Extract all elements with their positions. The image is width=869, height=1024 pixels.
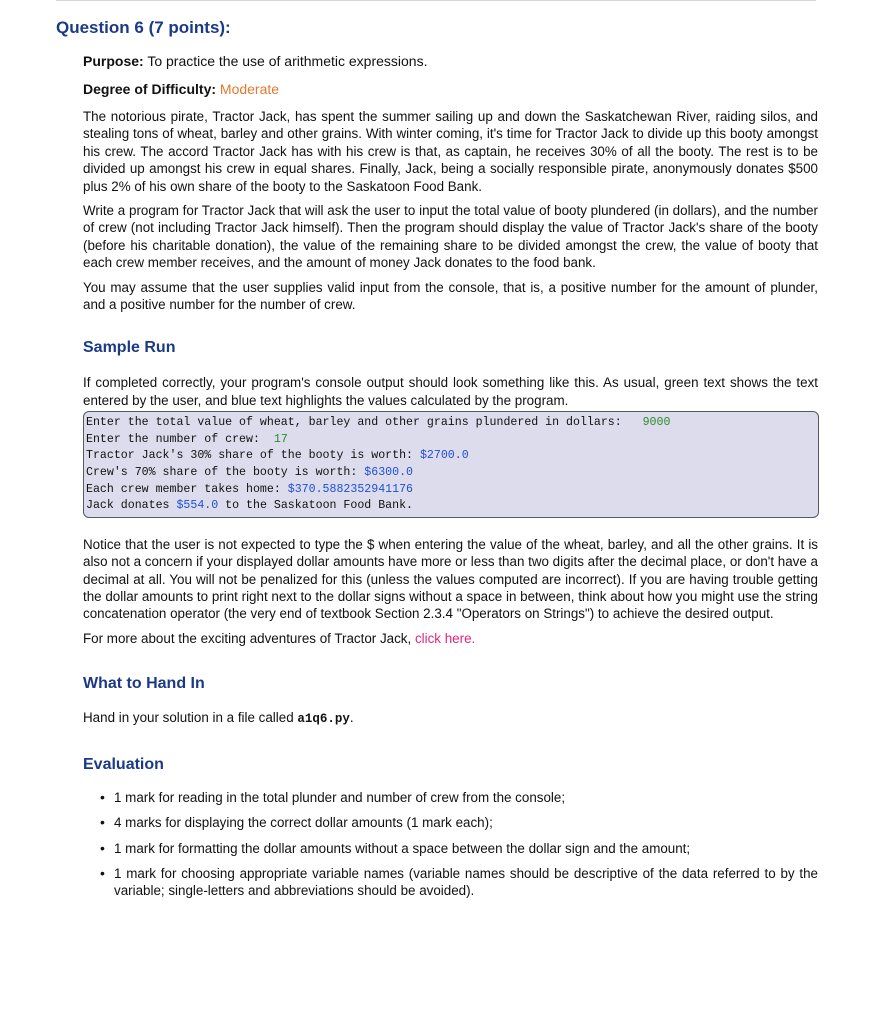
computed-value: $6300.0 — [364, 466, 413, 480]
assumption-paragraph: You may assume that the user supplies valid input from the console, that is, a positive number for the amount of plunder, and a positive number for the number of crew. — [83, 279, 818, 313]
console-line — [86, 448, 814, 465]
sample-run-heading: Sample Run — [83, 339, 176, 357]
computed-value: $2700.0 — [419, 449, 469, 463]
sample-run-intro: If completed correctly, your program's console output should look something like this. As usual, green text shows the text entered by the user, and blue text highlights the values calculated by the program. — [83, 375, 818, 408]
filename: a1q6.py — [297, 712, 350, 727]
question-title: Question 6 (7 points): — [56, 18, 231, 37]
console-prompt: Enter the number of crew: — [86, 432, 260, 446]
computed-value: $554.0 — [176, 499, 219, 513]
console-line — [86, 432, 814, 449]
console-output — [83, 411, 819, 518]
hand-in-text — [83, 709, 818, 728]
difficulty-value: Moderate — [219, 81, 280, 97]
list-item — [100, 839, 818, 857]
list-item — [100, 788, 818, 806]
evaluation-item-text: 1 mark for formatting the dollar amounts without a space between the dollar sign and the amount; — [114, 840, 691, 856]
evaluation-list — [83, 789, 818, 900]
more-info-text: For more about the exciting adventures of Tractor Jack, — [83, 630, 415, 646]
console-prompt: Enter the total value of wheat, barley and other grains plundered in dollars: — [86, 416, 622, 430]
evaluation-item-text: 1 mark for choosing appropriate variable names (variable names should be descriptive of the data referred to by the variable; single-letters and abbreviations should be avoided). — [114, 865, 818, 899]
notice-paragraph: Notice that the user is not expected to type the $ when entering the value of the wheat, barley, and all the other grains. It is also not a concern if your displayed dollar amounts have more or less than two digits after the decimal place, or don't have a decimal at all. You will not be penalized for this (unless the values computed are incorrect). If you are having trouble getting the dollar amounts to print right next to the dollar signs without a space in between, think about how you might use the string concatenation operator (the very end of textbook Section 2.3.4 "Operators on Strings") to achieve the desired output. — [83, 536, 818, 622]
console-text: to the Saskatoon Food Bank. — [218, 499, 414, 513]
question-body — [83, 52, 818, 908]
top-divider — [56, 0, 816, 1]
user-input: 17 — [273, 432, 288, 446]
purpose-line — [83, 52, 818, 70]
purpose-text: To practice the use of arithmetic expressions. — [147, 53, 428, 69]
list-item — [100, 864, 818, 900]
evaluation-heading: Evaluation — [83, 755, 164, 773]
bullet-icon: • — [100, 839, 105, 856]
evaluation-item-text: 4 marks for displaying the correct dollar amounts (1 mark each); — [114, 815, 493, 831]
user-input: 9000 — [642, 416, 671, 430]
console-text: Each crew member takes home: — [86, 482, 288, 496]
console-line — [86, 482, 814, 499]
click-here-link[interactable]: click here. — [414, 630, 476, 646]
bullet-icon: • — [100, 814, 105, 831]
hand-in-heading: What to Hand In — [83, 675, 205, 693]
console-line — [86, 498, 814, 515]
task-paragraph: Write a program for Tractor Jack that will ask the user to input the total value of booty plundered (in dollars), and the number of crew (not including Tractor Jack himself). Then the program should display the value of Tractor Jack's share of the booty (before his charitable donation), the value of the remaining share to be divided amongst the crew, the value of booty that each crew member receives, and the amount of money Jack donates to the food bank. — [83, 203, 818, 271]
difficulty-line — [83, 80, 818, 98]
bullet-icon: • — [100, 864, 105, 881]
hand-in-suffix: . — [349, 710, 354, 726]
purpose-label: Purpose: — [83, 53, 144, 69]
console-text: Crew's 70% share of the booty is worth: — [86, 466, 365, 480]
more-info-line — [83, 630, 818, 647]
evaluation-item-text: 1 mark for reading in the total plunder and number of crew from the console; — [114, 789, 566, 805]
console-text: Jack donates — [86, 499, 177, 513]
list-item — [100, 814, 818, 831]
hand-in-prefix: Hand in your solution in a file called — [83, 710, 298, 726]
console-line — [86, 465, 814, 482]
bullet-icon: • — [100, 788, 105, 805]
console-line — [86, 415, 814, 432]
console-text: Tractor Jack's 30% share of the booty is worth: — [86, 449, 420, 463]
computed-value: $370.5882352941176 — [287, 482, 413, 496]
story-paragraph: The notorious pirate, Tractor Jack, has spent the summer sailing up and down the Saskatchewan River, raiding silos, and stealing tons of wheat, barley and other grains. With winter coming, it's time for Tractor Jack to divide up this booty amongst his crew. The accord Tractor Jack has with his crew is that, as captain, he receives 30% of all the booty. The rest is to be divided up amongst his crew in equal shares. Finally, Jack, being a socially responsible pirate, anonymously donates $500 plus 2% of his own share of the booty to the Saskatoon Food Bank. — [83, 109, 818, 194]
difficulty-label: Degree of Difficulty: — [83, 81, 217, 97]
